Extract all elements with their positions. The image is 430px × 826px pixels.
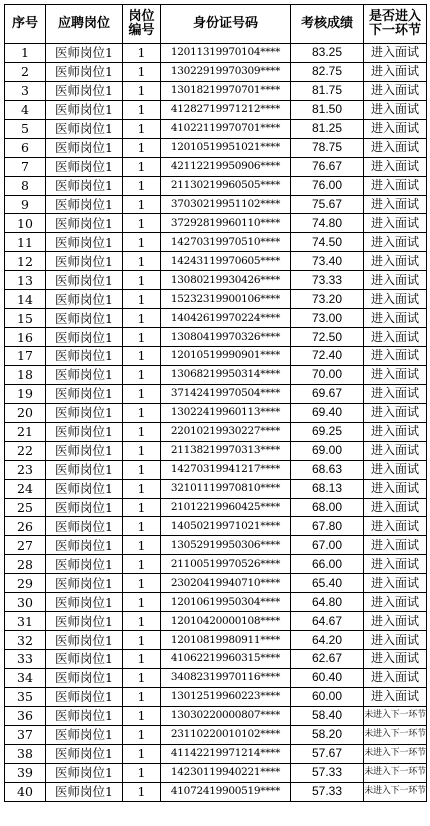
cell-score: 58.40 xyxy=(291,706,364,725)
cell-post: 医师岗位1 xyxy=(46,347,123,366)
cell-post: 医师岗位1 xyxy=(46,44,123,63)
cell-no: 18 xyxy=(5,365,46,384)
header-row xyxy=(5,5,427,44)
cell-next: 进入面试 xyxy=(364,498,427,517)
table-row xyxy=(5,309,427,328)
cell-no: 37 xyxy=(5,725,46,744)
cell-no: 39 xyxy=(5,763,46,782)
cell-id: 21130219960505**** xyxy=(161,176,291,195)
cell-code: 1 xyxy=(123,100,161,119)
cell-score: 69.67 xyxy=(291,384,364,403)
cell-post: 医师岗位1 xyxy=(46,214,123,233)
cell-code: 1 xyxy=(123,157,161,176)
cell-score: 57.67 xyxy=(291,744,364,763)
cell-score: 69.40 xyxy=(291,403,364,422)
cell-code: 1 xyxy=(123,214,161,233)
cell-next: 进入面试 xyxy=(364,384,427,403)
cell-post: 医师岗位1 xyxy=(46,631,123,650)
table-row xyxy=(5,593,427,612)
cell-id: 13022919970309**** xyxy=(161,62,291,81)
cell-code: 1 xyxy=(123,498,161,517)
cell-id: 22010219930227**** xyxy=(161,422,291,441)
cell-next: 进入面试 xyxy=(364,44,427,63)
cell-no: 25 xyxy=(5,498,46,517)
cell-no: 3 xyxy=(5,81,46,100)
cell-no: 21 xyxy=(5,422,46,441)
cell-post: 医师岗位1 xyxy=(46,403,123,422)
cell-post: 医师岗位1 xyxy=(46,668,123,687)
cell-no: 9 xyxy=(5,195,46,214)
cell-code: 1 xyxy=(123,328,161,347)
cell-code: 1 xyxy=(123,631,161,650)
cell-post: 医师岗位1 xyxy=(46,517,123,536)
cell-no: 6 xyxy=(5,138,46,157)
cell-code: 1 xyxy=(123,536,161,555)
table-row xyxy=(5,233,427,252)
cell-no: 38 xyxy=(5,744,46,763)
cell-next: 进入面试 xyxy=(364,62,427,81)
table-row xyxy=(5,422,427,441)
cell-score: 68.13 xyxy=(291,479,364,498)
cell-code: 1 xyxy=(123,441,161,460)
header-code: 岗位编号 xyxy=(123,5,161,44)
cell-score: 74.80 xyxy=(291,214,364,233)
table-row xyxy=(5,479,427,498)
cell-next: 进入面试 xyxy=(364,668,427,687)
cell-code: 1 xyxy=(123,62,161,81)
cell-no: 8 xyxy=(5,176,46,195)
cell-id: 12010619950304**** xyxy=(161,593,291,612)
cell-no: 1 xyxy=(5,44,46,63)
cell-id: 12010819980911**** xyxy=(161,631,291,650)
table-row xyxy=(5,403,427,422)
cell-id: 41072419900519**** xyxy=(161,782,291,801)
cell-id: 14243119970605**** xyxy=(161,252,291,271)
cell-no: 23 xyxy=(5,460,46,479)
cell-code: 1 xyxy=(123,233,161,252)
cell-code: 1 xyxy=(123,725,161,744)
cell-no: 26 xyxy=(5,517,46,536)
cell-code: 1 xyxy=(123,763,161,782)
results-table xyxy=(4,4,427,802)
cell-post: 医师岗位1 xyxy=(46,157,123,176)
cell-post: 医师岗位1 xyxy=(46,119,123,138)
cell-post: 医师岗位1 xyxy=(46,290,123,309)
table-row xyxy=(5,763,427,782)
cell-next: 未进入下一环节 xyxy=(364,744,427,763)
cell-next: 进入面试 xyxy=(364,422,427,441)
cell-next: 进入面试 xyxy=(364,233,427,252)
cell-no: 13 xyxy=(5,271,46,290)
cell-score: 73.40 xyxy=(291,252,364,271)
cell-next: 进入面试 xyxy=(364,81,427,100)
table-row xyxy=(5,252,427,271)
table-row xyxy=(5,100,427,119)
table-row xyxy=(5,44,427,63)
table-row xyxy=(5,631,427,650)
table-row xyxy=(5,441,427,460)
cell-code: 1 xyxy=(123,403,161,422)
cell-id: 21012219960425**** xyxy=(161,498,291,517)
table-row xyxy=(5,138,427,157)
cell-score: 81.75 xyxy=(291,81,364,100)
cell-id: 42112219950906**** xyxy=(161,157,291,176)
cell-code: 1 xyxy=(123,384,161,403)
cell-no: 22 xyxy=(5,441,46,460)
cell-id: 21138219970313**** xyxy=(161,441,291,460)
cell-score: 73.00 xyxy=(291,309,364,328)
cell-id: 41062219960315**** xyxy=(161,650,291,669)
cell-id: 13012519960223**** xyxy=(161,687,291,706)
table-row xyxy=(5,214,427,233)
cell-next: 进入面试 xyxy=(364,119,427,138)
table-row xyxy=(5,347,427,366)
cell-id: 23110220010102**** xyxy=(161,725,291,744)
cell-post: 医师岗位1 xyxy=(46,782,123,801)
cell-no: 17 xyxy=(5,347,46,366)
cell-code: 1 xyxy=(123,309,161,328)
cell-code: 1 xyxy=(123,460,161,479)
cell-no: 12 xyxy=(5,252,46,271)
cell-next: 进入面试 xyxy=(364,365,427,384)
cell-score: 68.63 xyxy=(291,460,364,479)
cell-code: 1 xyxy=(123,176,161,195)
cell-next: 进入面试 xyxy=(364,460,427,479)
cell-no: 34 xyxy=(5,668,46,687)
cell-next: 进入面试 xyxy=(364,536,427,555)
cell-post: 医师岗位1 xyxy=(46,384,123,403)
table-row xyxy=(5,384,427,403)
cell-next: 进入面试 xyxy=(364,176,427,195)
table-row xyxy=(5,271,427,290)
cell-score: 67.80 xyxy=(291,517,364,536)
cell-code: 1 xyxy=(123,782,161,801)
cell-post: 医师岗位1 xyxy=(46,195,123,214)
cell-next: 未进入下一环节 xyxy=(364,763,427,782)
cell-next: 进入面试 xyxy=(364,403,427,422)
cell-post: 医师岗位1 xyxy=(46,593,123,612)
table-row xyxy=(5,195,427,214)
table-row xyxy=(5,157,427,176)
cell-no: 10 xyxy=(5,214,46,233)
cell-post: 医师岗位1 xyxy=(46,687,123,706)
cell-score: 60.40 xyxy=(291,668,364,687)
cell-no: 11 xyxy=(5,233,46,252)
header-next: 是否进入下一环节 xyxy=(364,5,427,44)
cell-id: 32101119970810**** xyxy=(161,479,291,498)
cell-no: 27 xyxy=(5,536,46,555)
cell-post: 医师岗位1 xyxy=(46,365,123,384)
cell-score: 66.00 xyxy=(291,555,364,574)
cell-id: 13052919950306**** xyxy=(161,536,291,555)
table-row xyxy=(5,365,427,384)
cell-next: 进入面试 xyxy=(364,574,427,593)
cell-id: 13068219950314**** xyxy=(161,365,291,384)
cell-next: 进入面试 xyxy=(364,555,427,574)
table-body xyxy=(5,44,427,802)
cell-next: 进入面试 xyxy=(364,271,427,290)
cell-no: 24 xyxy=(5,479,46,498)
cell-post: 医师岗位1 xyxy=(46,612,123,631)
cell-id: 13080219930426**** xyxy=(161,271,291,290)
cell-code: 1 xyxy=(123,706,161,725)
results-document xyxy=(4,4,427,802)
cell-no: 4 xyxy=(5,100,46,119)
table-row xyxy=(5,290,427,309)
cell-code: 1 xyxy=(123,44,161,63)
cell-no: 19 xyxy=(5,384,46,403)
table-row xyxy=(5,650,427,669)
cell-code: 1 xyxy=(123,574,161,593)
cell-post: 医师岗位1 xyxy=(46,441,123,460)
cell-post: 医师岗位1 xyxy=(46,100,123,119)
cell-code: 1 xyxy=(123,119,161,138)
cell-code: 1 xyxy=(123,422,161,441)
cell-post: 医师岗位1 xyxy=(46,81,123,100)
cell-post: 医师岗位1 xyxy=(46,744,123,763)
cell-score: 72.50 xyxy=(291,328,364,347)
cell-next: 进入面试 xyxy=(364,517,427,536)
cell-next: 未进入下一环节 xyxy=(364,782,427,801)
table-row xyxy=(5,782,427,801)
cell-post: 医师岗位1 xyxy=(46,498,123,517)
cell-next: 进入面试 xyxy=(364,138,427,157)
header-id: 身份证号码 xyxy=(161,5,291,44)
cell-post: 医师岗位1 xyxy=(46,176,123,195)
cell-post: 医师岗位1 xyxy=(46,555,123,574)
cell-next: 进入面试 xyxy=(364,214,427,233)
table-row xyxy=(5,328,427,347)
table-row xyxy=(5,81,427,100)
table-row xyxy=(5,62,427,81)
cell-code: 1 xyxy=(123,290,161,309)
cell-id: 37142419970504**** xyxy=(161,384,291,403)
cell-post: 医师岗位1 xyxy=(46,650,123,669)
table-row xyxy=(5,612,427,631)
cell-id: 15232319900106**** xyxy=(161,290,291,309)
cell-id: 12010420000108**** xyxy=(161,612,291,631)
cell-post: 医师岗位1 xyxy=(46,271,123,290)
cell-score: 68.00 xyxy=(291,498,364,517)
cell-no: 32 xyxy=(5,631,46,650)
cell-score: 78.75 xyxy=(291,138,364,157)
cell-score: 81.50 xyxy=(291,100,364,119)
cell-code: 1 xyxy=(123,271,161,290)
cell-next: 进入面试 xyxy=(364,593,427,612)
cell-score: 64.20 xyxy=(291,631,364,650)
cell-no: 14 xyxy=(5,290,46,309)
cell-id: 14050219971021**** xyxy=(161,517,291,536)
cell-id: 34082319970116**** xyxy=(161,668,291,687)
table-row xyxy=(5,498,427,517)
cell-score: 82.75 xyxy=(291,62,364,81)
cell-next: 进入面试 xyxy=(364,441,427,460)
cell-no: 35 xyxy=(5,687,46,706)
cell-no: 36 xyxy=(5,706,46,725)
cell-code: 1 xyxy=(123,195,161,214)
cell-score: 69.00 xyxy=(291,441,364,460)
table-row xyxy=(5,574,427,593)
cell-next: 进入面试 xyxy=(364,157,427,176)
cell-post: 医师岗位1 xyxy=(46,460,123,479)
cell-no: 5 xyxy=(5,119,46,138)
cell-next: 进入面试 xyxy=(364,100,427,119)
header-no: 序号 xyxy=(5,5,46,44)
cell-no: 2 xyxy=(5,62,46,81)
cell-next: 未进入下一环节 xyxy=(364,706,427,725)
cell-code: 1 xyxy=(123,365,161,384)
cell-post: 医师岗位1 xyxy=(46,479,123,498)
cell-code: 1 xyxy=(123,555,161,574)
cell-code: 1 xyxy=(123,593,161,612)
cell-code: 1 xyxy=(123,612,161,631)
cell-code: 1 xyxy=(123,668,161,687)
cell-no: 29 xyxy=(5,574,46,593)
cell-score: 67.00 xyxy=(291,536,364,555)
cell-score: 73.20 xyxy=(291,290,364,309)
cell-post: 医师岗位1 xyxy=(46,422,123,441)
table-row xyxy=(5,668,427,687)
cell-score: 62.67 xyxy=(291,650,364,669)
cell-post: 医师岗位1 xyxy=(46,706,123,725)
cell-id: 13080419970326**** xyxy=(161,328,291,347)
cell-id: 14270319941217**** xyxy=(161,460,291,479)
table-row xyxy=(5,176,427,195)
table-row xyxy=(5,725,427,744)
cell-id: 37292819960110**** xyxy=(161,214,291,233)
cell-next: 进入面试 xyxy=(364,631,427,650)
cell-next: 进入面试 xyxy=(364,347,427,366)
cell-code: 1 xyxy=(123,81,161,100)
cell-id: 13030220000807**** xyxy=(161,706,291,725)
table-row xyxy=(5,744,427,763)
cell-id: 41142219971214**** xyxy=(161,744,291,763)
cell-score: 73.33 xyxy=(291,271,364,290)
cell-id: 41022119970701**** xyxy=(161,119,291,138)
cell-score: 69.25 xyxy=(291,422,364,441)
cell-score: 58.20 xyxy=(291,725,364,744)
cell-next: 进入面试 xyxy=(364,328,427,347)
cell-next: 进入面试 xyxy=(364,650,427,669)
cell-code: 1 xyxy=(123,650,161,669)
header-post: 应聘岗位 xyxy=(46,5,123,44)
cell-id: 37030219951102**** xyxy=(161,195,291,214)
cell-no: 7 xyxy=(5,157,46,176)
cell-score: 76.67 xyxy=(291,157,364,176)
cell-no: 15 xyxy=(5,309,46,328)
cell-score: 76.00 xyxy=(291,176,364,195)
cell-score: 81.25 xyxy=(291,119,364,138)
cell-no: 33 xyxy=(5,650,46,669)
cell-score: 60.00 xyxy=(291,687,364,706)
cell-id: 12011319970104**** xyxy=(161,44,291,63)
cell-score: 70.00 xyxy=(291,365,364,384)
cell-next: 进入面试 xyxy=(364,687,427,706)
cell-score: 57.33 xyxy=(291,782,364,801)
cell-id: 23020419940710**** xyxy=(161,574,291,593)
cell-code: 1 xyxy=(123,347,161,366)
cell-code: 1 xyxy=(123,138,161,157)
cell-post: 医师岗位1 xyxy=(46,62,123,81)
cell-score: 83.25 xyxy=(291,44,364,63)
header-score: 考核成绩 xyxy=(291,5,364,44)
cell-id: 12010519951021**** xyxy=(161,138,291,157)
cell-post: 医师岗位1 xyxy=(46,763,123,782)
cell-code: 1 xyxy=(123,252,161,271)
cell-id: 13022419960113**** xyxy=(161,403,291,422)
table-row xyxy=(5,517,427,536)
cell-post: 医师岗位1 xyxy=(46,536,123,555)
cell-next: 进入面试 xyxy=(364,290,427,309)
cell-no: 31 xyxy=(5,612,46,631)
table-row xyxy=(5,536,427,555)
cell-id: 41282719971212**** xyxy=(161,100,291,119)
cell-next: 进入面试 xyxy=(364,612,427,631)
cell-post: 医师岗位1 xyxy=(46,138,123,157)
cell-no: 28 xyxy=(5,555,46,574)
cell-next: 进入面试 xyxy=(364,195,427,214)
cell-code: 1 xyxy=(123,744,161,763)
cell-next: 未进入下一环节 xyxy=(364,725,427,744)
cell-no: 40 xyxy=(5,782,46,801)
cell-post: 医师岗位1 xyxy=(46,574,123,593)
table-row xyxy=(5,687,427,706)
cell-id: 12010519990901**** xyxy=(161,347,291,366)
table-row xyxy=(5,555,427,574)
table-row xyxy=(5,119,427,138)
cell-no: 20 xyxy=(5,403,46,422)
cell-code: 1 xyxy=(123,687,161,706)
cell-score: 57.33 xyxy=(291,763,364,782)
cell-code: 1 xyxy=(123,479,161,498)
cell-post: 医师岗位1 xyxy=(46,725,123,744)
cell-no: 30 xyxy=(5,593,46,612)
cell-score: 64.67 xyxy=(291,612,364,631)
cell-score: 65.40 xyxy=(291,574,364,593)
cell-next: 进入面试 xyxy=(364,479,427,498)
cell-id: 13018219970701**** xyxy=(161,81,291,100)
cell-no: 16 xyxy=(5,328,46,347)
cell-id: 14042619970224**** xyxy=(161,309,291,328)
cell-id: 14270319970510**** xyxy=(161,233,291,252)
cell-score: 72.40 xyxy=(291,347,364,366)
table-row xyxy=(5,460,427,479)
table-row xyxy=(5,706,427,725)
cell-id: 14230119940221**** xyxy=(161,763,291,782)
cell-next: 进入面试 xyxy=(364,309,427,328)
cell-score: 75.67 xyxy=(291,195,364,214)
cell-score: 64.80 xyxy=(291,593,364,612)
cell-code: 1 xyxy=(123,517,161,536)
cell-id: 21100519970526**** xyxy=(161,555,291,574)
cell-score: 74.50 xyxy=(291,233,364,252)
cell-post: 医师岗位1 xyxy=(46,233,123,252)
cell-next: 进入面试 xyxy=(364,252,427,271)
cell-post: 医师岗位1 xyxy=(46,309,123,328)
cell-post: 医师岗位1 xyxy=(46,328,123,347)
cell-post: 医师岗位1 xyxy=(46,252,123,271)
